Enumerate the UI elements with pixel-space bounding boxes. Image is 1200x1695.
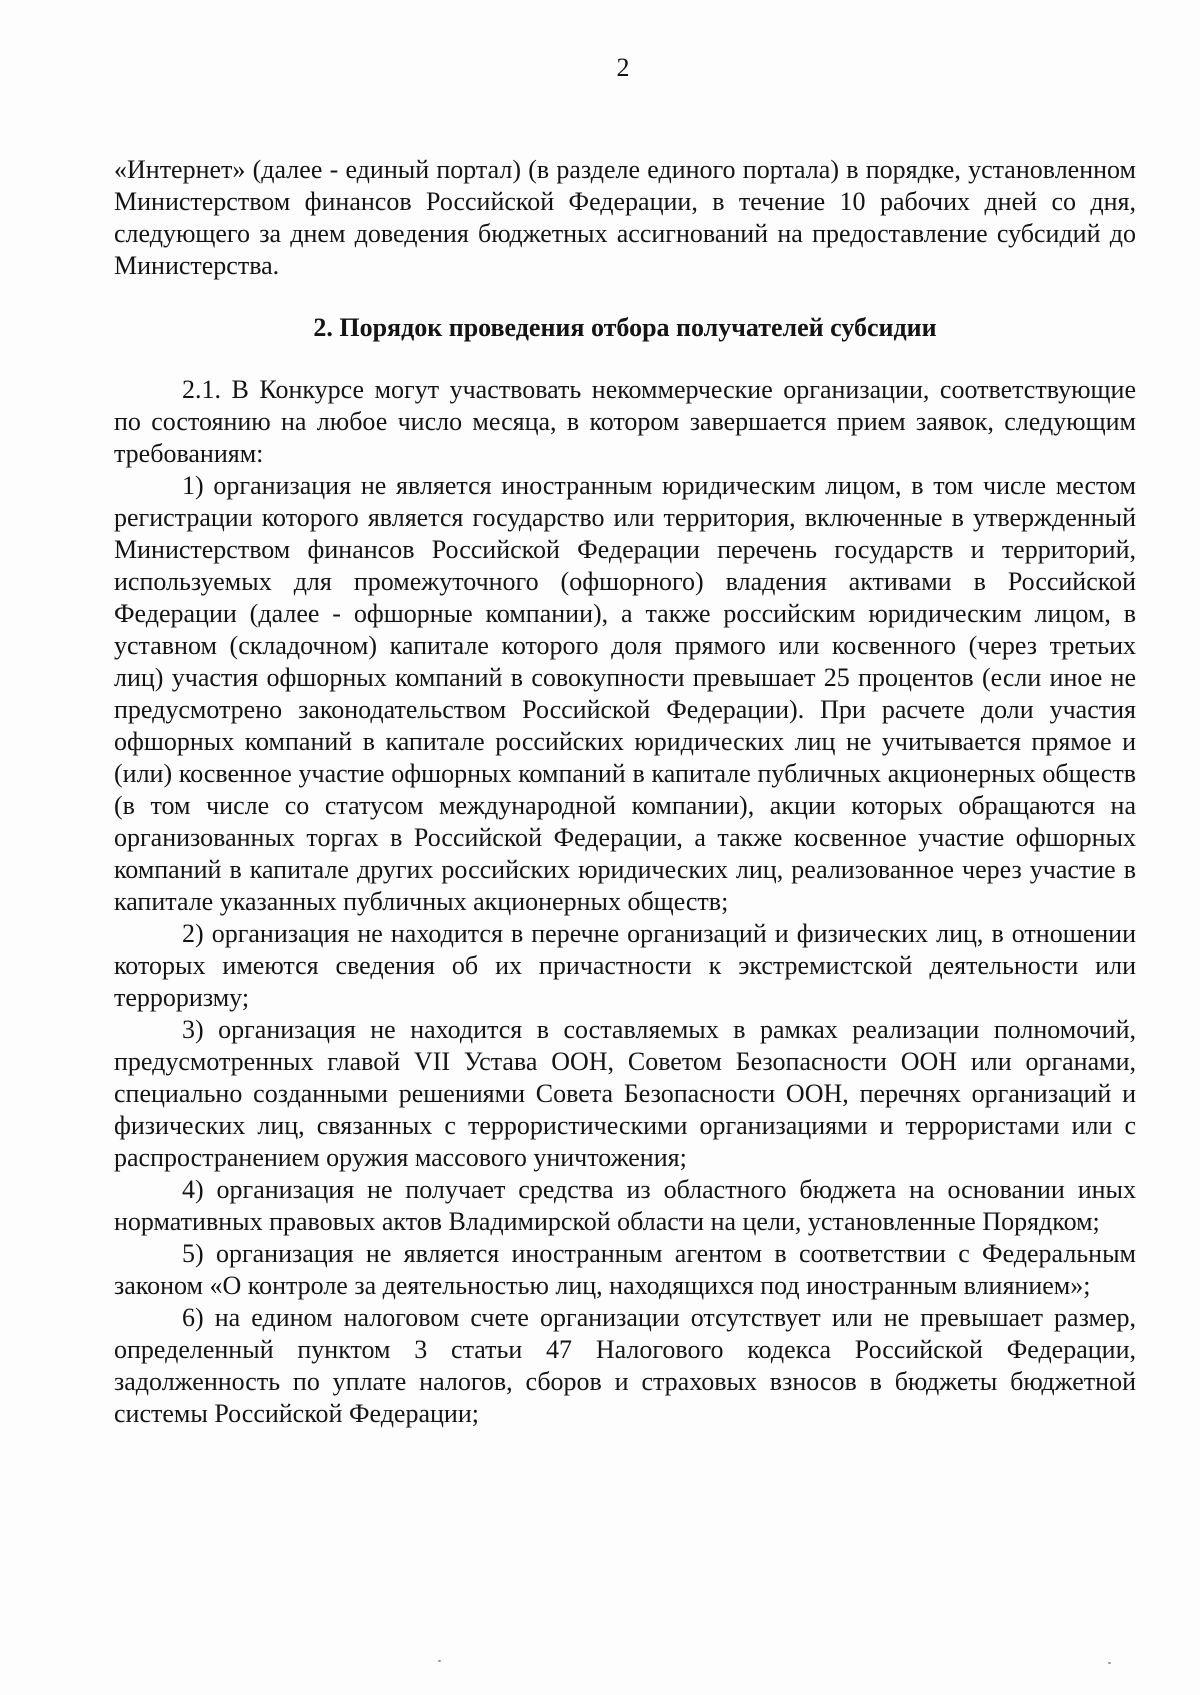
requirement-item-1: 1) организация не является иностранным юридическим лицом, в том числе местом регистрации которого является государство или территория, включенные в утвержденный Министерством финансов Российской Федерации перечень государств и территорий, используемых для промежуточного (офшорного) владения активами в Российской Федерации (далее - офшорные компании), а также российским юридическим лицом, в уставном (складочном) капитале которого доля прямого или косвенного (через третьих лиц) участия офшорных компаний в совокупности превышает 25 процентов (если иное не предусмотрено законодательством Российской Федерации). При расчете доли участия офшорных компаний в капитале российских юридических лиц не учитывается прямое и (или) косвенное участие офшорных компаний в капитале публичных акционерных обществ (в том числе со статусом международной компании), акции которых обращаются на организованных торгах в Российской Федерации, а также косвенное участие офшорных компаний в капитале других российских юридических лиц, реализованное через участие в капитале указанных публичных акционерных обществ; [114,471,1136,916]
requirement-item-2: 2) организация не находится в перечне организаций и физических лиц, в отношении которых имеются сведения об их причастности к экстремистской деятельности или терроризму; [114,919,1136,1012]
document-body [114,154,1136,1430]
requirement-item-6: 6) на едином налоговом счете организации отсутствует или не превышает размер, определенный пунктом 3 статьи 47 Налогового кодекса Российской Федерации, задолженность по уплате налогов, сборов и страховых взносов в бюджеты бюджетной системы Российской Федерации; [114,1303,1136,1428]
page-number: 2 [616,53,630,82]
scan-speck [438,1660,441,1662]
clause-2-1: 2.1. В Конкурсе могут участвовать некоммерческие организации, соответствующие по состоянию на любое число месяца, в котором завершается прием заявок, следующим требованиям: [114,375,1136,468]
requirement-item-5: 5) организация не является иностранным агентом в соответствии с Федеральным законом «О контроле за деятельностью лиц, находящихся под иностранным влиянием»; [114,1239,1136,1300]
requirement-item-4: 4) организация не получает средства из областного бюджета на основании иных нормативных правовых актов Владимирской области на цели, установленные Порядком; [114,1175,1136,1236]
intro-paragraph: «Интернет» (далее - единый портал) (в разделе единого портала) в порядке, установленном Министерством финансов Российской Федерации, в течение 10 рабочих дней со дня, следующего за днем доведения бюджетных ассигнований на предоставление субсидий до Министерства. [114,155,1136,280]
scan-speck [1108,1662,1111,1664]
section-heading: 2. Порядок проведения отбора получателей субсидии [313,313,937,342]
requirement-item-3: 3) организация не находится в составляемых в рамках реализации полномочий, предусмотренных главой VII Устава ООН, Советом Безопасности ООН или органами, специально созданными решениями Совета Безопасности ООН, перечнях организаций и физических лиц, связанных с террористическими организациями и террористами или с распространением оружия массового уничтожения; [114,1015,1136,1172]
